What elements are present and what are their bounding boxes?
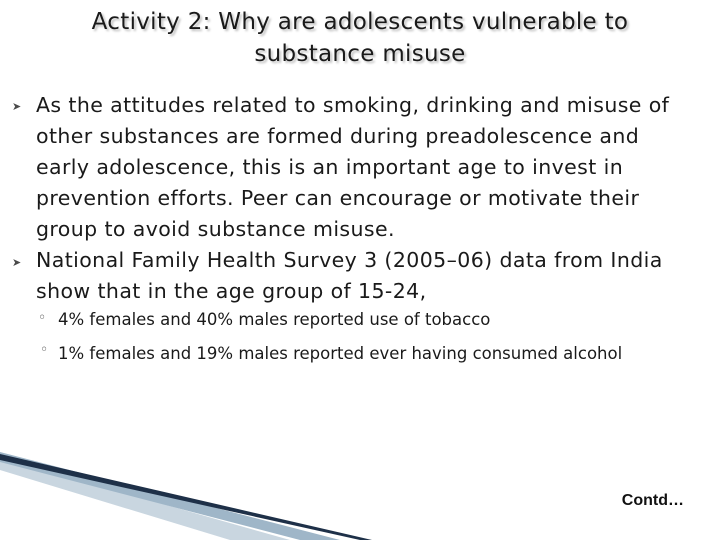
sub-bullet-text: 1% females and 19% males reported ever having consumed alcohol — [58, 344, 623, 363]
slide-title: Activity 2: Why are adolescents vulnerable to substance misuse — [91, 9, 629, 67]
bullet-text: National Family Health Survey 3 (2005–06) data from India show that in the age group of 15-24, — [36, 248, 663, 303]
decorative-swoosh — [0, 440, 720, 540]
continued-label: Contd… — [621, 492, 684, 509]
bullet-arrow-icon: ➤ — [12, 100, 22, 113]
sub-bullet-marker: ◦ — [40, 342, 49, 358]
sub-bullet-marker: ◦ — [38, 310, 47, 326]
sub-bullet-text: 4% females and 40% males reported use of tobacco — [58, 310, 491, 329]
bullet-arrow-icon: ➤ — [12, 256, 22, 269]
bullet-text: As the attitudes related to smoking, drinking and misuse of other substances are formed during preadolescence and early adolescence, this is an important age to invest in prevention efforts. Peer can encourage or motivate their group to avoid substance misuse. — [36, 93, 670, 241]
